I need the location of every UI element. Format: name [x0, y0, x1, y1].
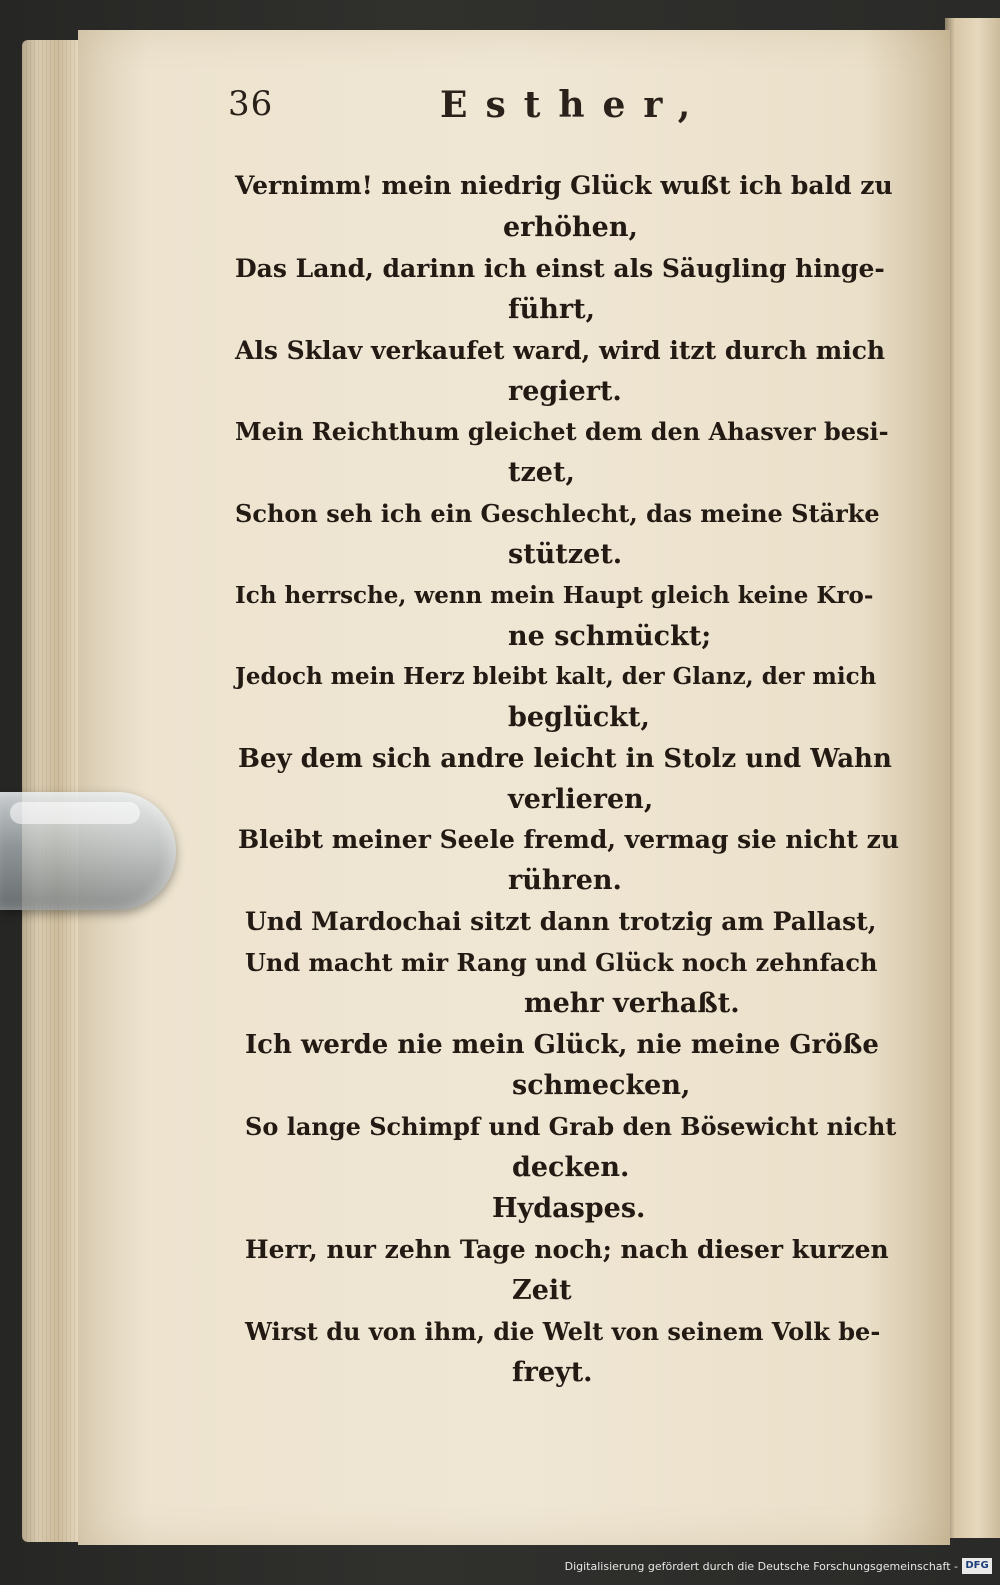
- verse-line: beglückt,: [508, 702, 650, 733]
- verse-line: Und macht mir Rang und Glück noch zehnfach: [245, 948, 878, 977]
- verse-line: mehr verhaßt.: [524, 988, 740, 1019]
- verse-line: Schon seh ich ein Geschlecht, das meine Stärke: [235, 499, 880, 528]
- verse-line: regiert.: [508, 376, 622, 407]
- digitization-credit: Digitalisierung gefördert durch die Deutsche Forschungsgemeinschaft -: [564, 1560, 958, 1573]
- verse-line: freyt.: [512, 1357, 593, 1388]
- verse-line: tzet,: [508, 457, 575, 488]
- facing-page-edge: [945, 18, 1000, 1538]
- verse-line: Zeit: [512, 1275, 572, 1306]
- glass-book-weight: [0, 792, 176, 910]
- verse-line: rühren.: [508, 865, 622, 896]
- verse-line: Und Mardochai sitzt dann trotzig am Pallast,: [245, 907, 877, 936]
- verse-line: Ich herrsche, wenn mein Haupt gleich keine Kro-: [235, 582, 874, 609]
- verse-line: führt,: [508, 294, 595, 325]
- verse-line: So lange Schimpf und Grab den Bösewicht nicht: [245, 1112, 897, 1141]
- verse-line: Bey dem sich andre leicht in Stolz und Wahn: [238, 744, 892, 774]
- verse-line: Ich werde nie mein Glück, nie meine Größe: [245, 1030, 879, 1060]
- verse-line: Mein Reichthum gleichet dem den Ahasver besi-: [235, 417, 889, 446]
- page-number: 36: [228, 84, 274, 124]
- verse-line: decken.: [512, 1152, 630, 1183]
- verse-line: Vernimm! mein niedrig Glück wußt ich bald zu: [235, 171, 893, 200]
- verse-line: schmecken,: [512, 1070, 691, 1101]
- verse-line: Das Land, darinn ich einst als Säugling hinge-: [235, 254, 885, 283]
- verse-line: ne schmückt;: [508, 621, 712, 652]
- verse-line: stützet.: [508, 539, 623, 570]
- verse-line: verlieren,: [508, 784, 654, 815]
- verse-line: Herr, nur zehn Tage noch; nach dieser kurzen: [245, 1235, 889, 1264]
- verse-line: Als Sklav verkaufet ward, wird itzt durch mich: [235, 336, 886, 365]
- verse-line: Wirst du von ihm, die Welt von seinem Volk be-: [245, 1317, 881, 1346]
- speaker-name: Hydaspes.: [492, 1193, 646, 1224]
- verse-line: erhöhen,: [503, 212, 638, 243]
- running-head: Esther,: [440, 84, 709, 126]
- dfg-logo: DFG: [962, 1558, 992, 1574]
- verse-line: Jedoch mein Herz bleibt kalt, der Glanz, der mich: [235, 663, 877, 690]
- verse-line: Bleibt meiner Seele fremd, vermag sie nicht zu: [238, 825, 900, 854]
